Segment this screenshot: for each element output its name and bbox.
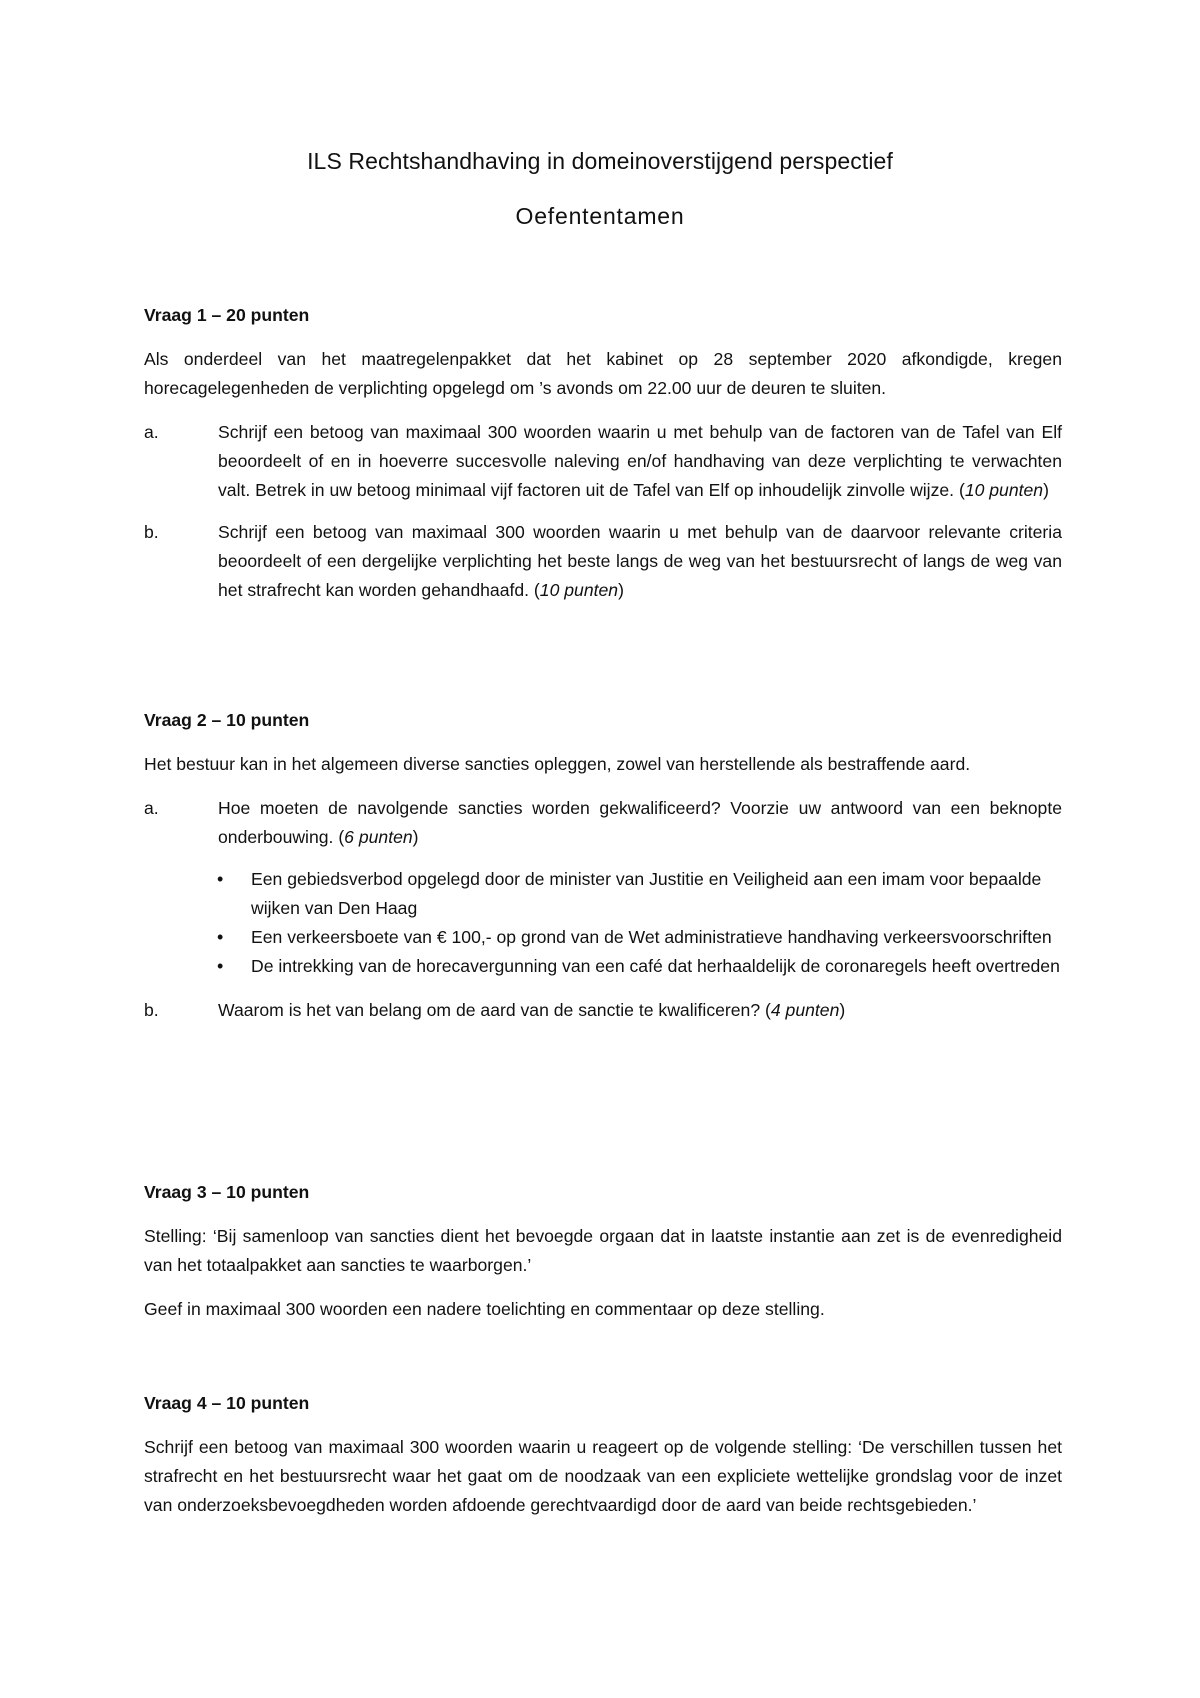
question-3-intro: Stelling: ‘Bij samenloop van sancties dient het bevoegde orgaan dat in laatste instantie aan zet is de evenredigheid van het totaalpakket aan sancties te waarborgen.’ (144, 1226, 1062, 1275)
item-body: Schrijf een betoog van maximaal 300 woorden waarin u met behulp van de daarvoor relevante criteria beoordeelt of een dergelijke verplichting het beste langs de weg van het bestuursrecht of langs de weg van het strafrecht kan worden gehandhaafd. (10 punten) (218, 522, 1062, 600)
question-3 (144, 1178, 1062, 1324)
list-item: • Een gebiedsverbod opgelegd door de minister van Justitie en Veiligheid aan een imam voor bepaalde wijken van Den Haag (251, 865, 1062, 923)
points-label: 4 punten (770, 1000, 840, 1020)
bullet-icon: • (217, 956, 224, 976)
list-item: • Een verkeersboete van € 100,- op grond van de Wet administratieve handhaving verkeersvoorschriften (251, 923, 1062, 952)
points-label: 6 punten (344, 827, 413, 847)
question-2-item-b (144, 996, 1062, 1025)
sanction-list (144, 865, 1062, 981)
points-label: 10 punten (539, 580, 619, 600)
question-4-intro: Schrijf een betoog van maximaal 300 woorden waarin u reageert op de volgende stelling: ‘De verschillen tussen het strafrecht en het bestuursrecht waar het gaat om de noodzaak van een expliciete wettelijke grondslag voor de inzet van onderzoeksbevoegdheden worden afdoende gerechtvaardigd door de aard van beide rechtsgebieden.’ (144, 1437, 1062, 1515)
item-body: Hoe moeten de navolgende sancties worden gekwalificeerd? Voorzie uw antwoord van een beknopte onderbouwing. (6 punten) (218, 798, 1062, 847)
item-marker: b. (144, 1000, 159, 1020)
question-2 (144, 706, 1062, 1025)
document-subtitle: Oefententamen (515, 203, 685, 229)
bullet-icon: • (217, 869, 224, 889)
item-marker: a. (144, 422, 159, 442)
question-4 (144, 1389, 1062, 1520)
item-marker: a. (144, 798, 159, 818)
question-2-intro: Het bestuur kan in het algemeen diverse sancties opleggen, zowel van herstellende als bestraffende aard. (144, 754, 971, 774)
list-item: • De intrekking van de horecavergunning van een café dat herhaaldelijk de coronaregels heeft overtreden (251, 952, 1062, 981)
question-1-intro: Als onderdeel van het maatregelenpakket dat het kabinet op 28 september 2020 afkondigde, kregen horecagelegenheden de verplichting opgelegd om ’s avonds om 22.00 uur de deuren te sluiten. (144, 349, 1062, 398)
bullet-icon: • (217, 927, 224, 947)
question-1-item-b (144, 518, 1062, 605)
item-body: Schrijf een betoog van maximaal 300 woorden waarin u met behulp van de factoren van de Tafel van Elf beoordeelt of en in hoeverre succesvolle naleving en/of handhaving van deze verplichting te verwachten valt. Betrek in uw betoog minimaal vijf factoren uit de Tafel van Elf op inhoudelijk zinvolle wijze. (10 punten) (218, 422, 1062, 500)
question-1-heading: Vraag 1 – 20 punten (144, 305, 310, 325)
document-title: ILS Rechtshandhaving in domeinoverstijgend perspectief (307, 148, 893, 174)
question-1 (144, 301, 1062, 605)
item-marker: b. (144, 522, 159, 542)
question-4-heading: Vraag 4 – 10 punten (144, 1393, 310, 1413)
question-2-item-a (144, 794, 1062, 852)
question-1-item-a (144, 418, 1062, 505)
question-2-heading: Vraag 2 – 10 punten (144, 710, 310, 730)
question-3-followup: Geef in maximaal 300 woorden een nadere toelichting en commentaar op deze stelling. (144, 1299, 825, 1319)
question-3-heading: Vraag 3 – 10 punten (144, 1182, 310, 1202)
item-body: Waarom is het van belang om de aard van de sanctie te kwalificeren? (4 punten) (218, 1000, 846, 1020)
points-label: 10 punten (964, 480, 1044, 500)
